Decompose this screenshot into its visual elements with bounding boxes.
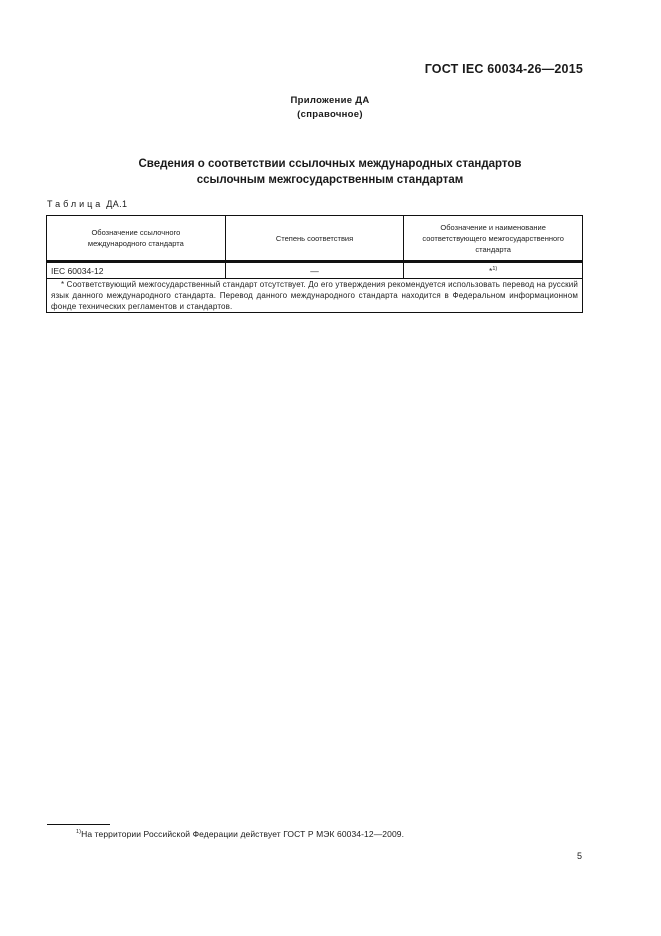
- cell-interstate: [404, 262, 583, 279]
- footnote-marker: 1): [76, 829, 82, 836]
- table-caption: [47, 199, 127, 209]
- section-title: [60, 156, 600, 188]
- table-note-row: [47, 279, 583, 313]
- cell-degree: —: [225, 262, 404, 279]
- annex-heading: [200, 94, 460, 122]
- table-note-text: * Соответствующий межгосударственный стандарт отсутствует. До его утверждения рекомендуется использовать перевод на русский язык данного международного стандарта. Перевод данного международного стандарта находится в Федеральном информационном фонде технических регламентов и стандартов.: [51, 280, 578, 311]
- header-degree-of-conformity: Степень соответствия: [225, 216, 404, 262]
- annex-title: Приложение ДА: [290, 95, 370, 106]
- header-interstate-standard: Обозначение и наименование соответствующего межгосударственного стандарта: [404, 216, 583, 262]
- cell-interstate-mark: *: [489, 265, 493, 276]
- footnote-reference: 1): [492, 265, 498, 272]
- table-caption-word: Таблица: [47, 199, 104, 209]
- header-international-standard: Обозначение ссылочного международного стандарта: [47, 216, 226, 262]
- footnote-divider: [47, 824, 110, 825]
- footnote: [76, 829, 404, 839]
- reference-standards-table: [46, 215, 583, 313]
- footnote-text: На территории Российской Федерации действует ГОСТ Р МЭК 60034-12—2009.: [81, 829, 405, 839]
- cell-standard: IEC 60034-12: [47, 262, 226, 279]
- table-header-row: [47, 216, 583, 262]
- table-row: [47, 262, 583, 279]
- document-code: ГОСТ IEC 60034-26—2015: [424, 62, 583, 76]
- table-note: [47, 279, 583, 313]
- section-title-line-1: Сведения о соответствии ссылочных международных стандартов: [138, 158, 522, 170]
- page-number: 5: [577, 851, 583, 861]
- table-caption-id: ДА.1: [106, 199, 128, 209]
- annex-subtitle: (справочное): [297, 109, 363, 120]
- section-title-line-2: ссылочным межгосударственным стандартам: [196, 174, 464, 186]
